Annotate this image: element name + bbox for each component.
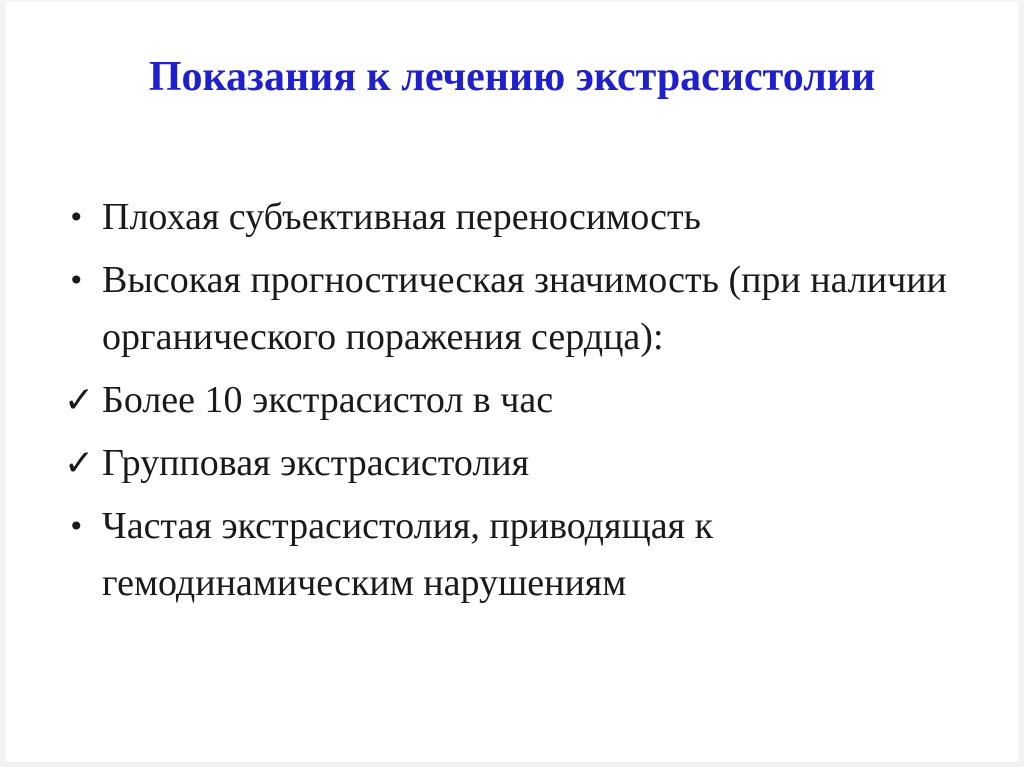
bullet-icon: • xyxy=(68,510,85,543)
list-item-more-than-10 xyxy=(64,372,994,429)
list-item-text: Плохая субъективная переносимость xyxy=(102,196,701,238)
list-item-text: Групповая экстрасистолия xyxy=(102,442,530,484)
list-item-frequent-extrasystole xyxy=(64,498,994,612)
list-item-poor-tolerance xyxy=(64,189,994,246)
slide-title: Показания к лечению экстрасистолии xyxy=(148,54,876,100)
list-item-text: Высокая прогностическая значимость (при наличии органического поражения сердца): xyxy=(102,259,947,358)
bullet-icon: • xyxy=(68,201,85,234)
checkmark-icon: ✓ xyxy=(64,380,95,421)
bullet-icon: • xyxy=(68,264,85,297)
list-item-group-extrasystole xyxy=(64,435,994,492)
list-item-text: Более 10 экстрасистол в час xyxy=(102,379,554,421)
slide xyxy=(6,2,1018,762)
bullet-list xyxy=(64,189,994,618)
checkmark-icon: ✓ xyxy=(64,443,95,484)
list-item-prognostic-significance xyxy=(64,252,994,366)
list-item-text: Частая экстрасистолия, приводящая к гемодинамическим нарушениям xyxy=(102,505,714,604)
